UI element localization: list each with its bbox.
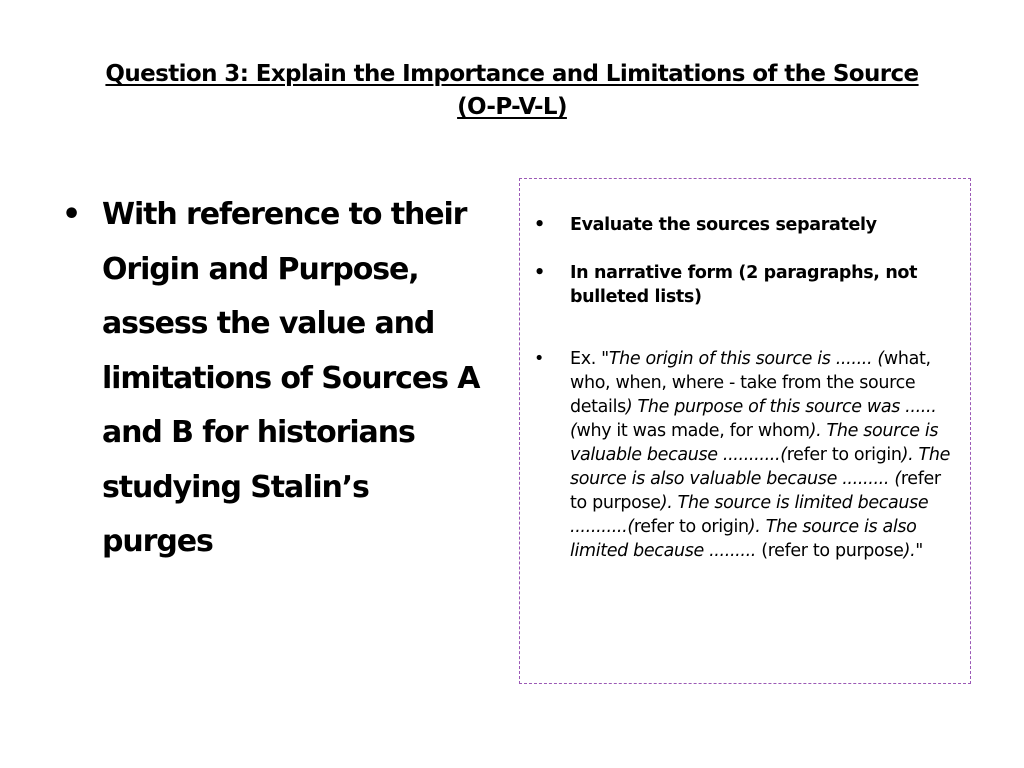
example-text-part: ). The source is valuable because ...........( <box>570 421 939 465</box>
left-bullet-item <box>62 188 482 570</box>
instruction-item-evaluate <box>534 213 962 237</box>
bullet-icon: • <box>534 349 544 369</box>
bullet-icon: • <box>534 215 545 235</box>
slide-title <box>40 58 984 124</box>
instruction-item-narrative <box>534 261 962 309</box>
example-text-part: The origin of this source is ....... ( <box>608 349 884 369</box>
example-text-part: (refer to purpose <box>756 541 904 561</box>
instruction-text: In narrative form (2 paragraphs, not bulleted lists) <box>570 263 918 307</box>
instruction-item-example <box>534 347 962 563</box>
bullet-icon: • <box>534 263 545 283</box>
example-text-part: ). The source is limited because ...........( <box>570 493 929 537</box>
example-text-part: what, who, when, where - take from the source details <box>570 349 931 417</box>
example-text-part: refer to origin <box>786 445 902 465</box>
instructions-box <box>519 178 971 684</box>
example-text-part: ). The source is also valuable because ......... ( <box>570 445 951 489</box>
slide-title-line-1: Question 3: Explain the Importance and Limitations of the Source <box>105 61 919 87</box>
example-text-part: refer to origin <box>633 517 749 537</box>
bullet-icon: • <box>62 197 81 232</box>
instructions-list <box>534 213 962 563</box>
left-bullet-text: With reference to their Origin and Purpose, assess the value and limitations of Sources A and B for historians studying Stalin’s purges <box>102 197 480 559</box>
instruction-text: Evaluate the sources separately <box>570 215 877 235</box>
slide-title-line-2: (O-P-V-L) <box>457 94 567 120</box>
example-text-part: Ex. " <box>570 349 609 369</box>
left-bullet-list <box>62 188 482 570</box>
example-text-part: refer to purpose <box>570 469 941 513</box>
example-text-part: why it was made, for whom <box>576 421 810 441</box>
example-text-part: )." <box>903 541 923 561</box>
example-text-part: ) The purpose of this source was ...... ( <box>570 397 937 441</box>
example-text <box>570 349 950 561</box>
example-text-part: ). The source is also limited because ......... <box>570 517 917 561</box>
